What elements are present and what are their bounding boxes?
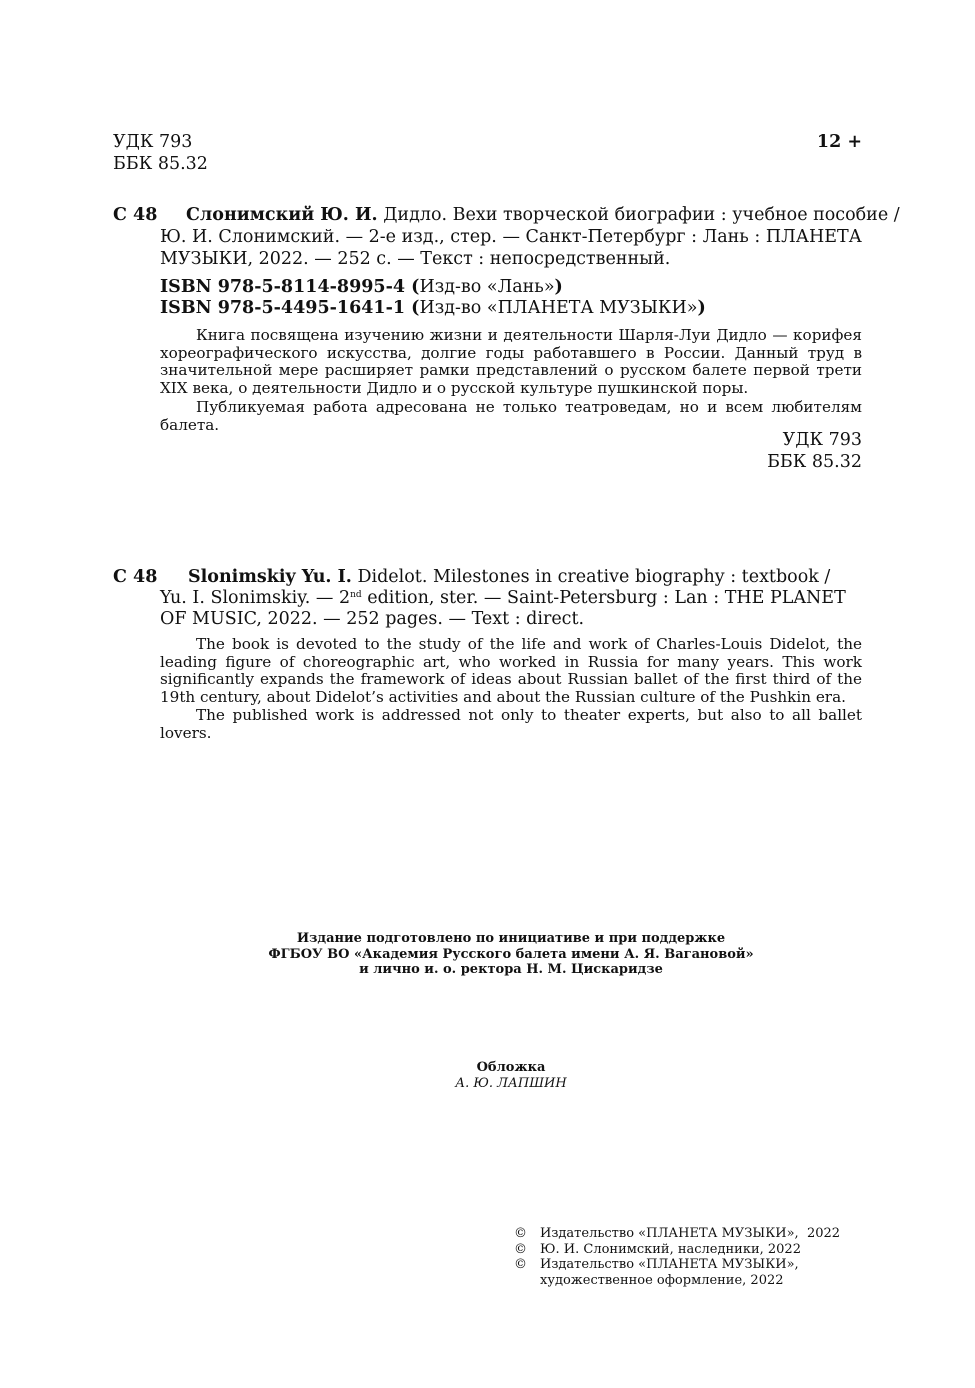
en-abstract-1: The book is devoted to the study of the life and work of Charles-Louis Didelot, the leading figure of choreographic art, who worked in Russia for many years. This work significantly expands the framework of ideas about Russian ballet of the first third of the 19th century, about Didelot’s activities and about the Russian culture of the Pushkin era. bbox=[160, 635, 862, 706]
ru-udk: УДК 793 bbox=[782, 430, 862, 450]
en-record-line2 bbox=[160, 587, 862, 609]
en-record-title: Didelot. Milestones in creative biography : textbook / bbox=[351, 567, 831, 587]
ru-isbn-2-publisher: Изд-во «ПЛАНЕТА МУЗЫКИ» bbox=[419, 298, 698, 318]
ru-isbn-1-number: ISBN 978-5-8114-8995-4 ( bbox=[160, 277, 420, 297]
copyright-line bbox=[514, 1226, 864, 1242]
header-bbk: ББК 85.32 bbox=[113, 154, 208, 174]
support-line-3: и лично и. о. ректора Н. М. Цискаридзе bbox=[359, 962, 663, 977]
en-record-author: Slonimskiy Yu. I. bbox=[188, 567, 352, 587]
ru-isbn-1 bbox=[160, 276, 563, 298]
en-record-edition-sup: nd bbox=[350, 590, 362, 600]
copyright-mark: © bbox=[514, 1241, 527, 1257]
copyright-line bbox=[514, 1242, 864, 1258]
en-record-line3: OF MUSIC, 2022. — 252 pages. — Text : direct. bbox=[160, 609, 585, 629]
ru-record-title: Дидло. Вехи творческой биографии : учебное пособие / bbox=[377, 205, 900, 225]
ru-record-code: С 48 bbox=[113, 205, 158, 225]
en-abstract-2: The published work is addressed not only to theater experts, but also to all ballet lovers. bbox=[160, 706, 862, 742]
copyright-block bbox=[514, 1226, 864, 1288]
ru-abstract-1: Книга посвящена изучению жизни и деятельности Шарля-Луи Дидло — корифея хореографического искусства, долгие годы работавшего в России. Данный труд в значительной мере расширяет рамки представлений о русском балете первой трети XIX века, о деятельности Дидло и о русской культуре пушкинской поры. bbox=[160, 326, 862, 397]
ru-abstract-2: Публикуемая работа адресована не только театроведам, но и всем любителям балета. bbox=[160, 398, 862, 434]
ru-record-line1 bbox=[186, 204, 900, 226]
ru-isbn-1-publisher: Изд-во «Лань» bbox=[419, 277, 555, 297]
en-record-line2-a: Yu. I. Slonimskiy. — 2 bbox=[160, 588, 351, 608]
copyright-text: Издательство «ПЛАНЕТА МУЗЫКИ», художественное оформление, 2022 bbox=[540, 1257, 799, 1288]
ru-isbn-1-close: ) bbox=[554, 277, 563, 297]
copyright-mark: © bbox=[514, 1226, 527, 1241]
copyright-text: Издательство «ПЛАНЕТА МУЗЫКИ», 2022 bbox=[540, 1226, 841, 1241]
support-line-1: Издание подготовлено по инициативе и при поддержке bbox=[296, 931, 726, 946]
support-note bbox=[0, 931, 975, 978]
copyright-mark: © bbox=[514, 1257, 527, 1272]
ru-record-line3: МУЗЫКИ, 2022. — 252 с. — Текст : непосредственный. bbox=[160, 249, 671, 269]
en-record-code: С 48 bbox=[113, 567, 158, 587]
ru-record-author: Слонимский Ю. И. bbox=[186, 205, 378, 225]
ru-isbn-2-number: ISBN 978-5-4495-1641-1 ( bbox=[160, 298, 420, 318]
ru-isbn-2 bbox=[160, 297, 706, 319]
cover-credit bbox=[0, 1060, 975, 1091]
cover-artist: А. Ю. ЛАПШИН bbox=[455, 1075, 567, 1091]
ru-record-line2: Ю. И. Слонимский. — 2-е изд., стер. — Санкт-Петербург : Лань : ПЛАНЕТА bbox=[160, 227, 862, 247]
en-record-line1 bbox=[188, 566, 862, 588]
ru-isbn-2-close: ) bbox=[697, 298, 706, 318]
copyright-line bbox=[514, 1257, 864, 1288]
header-udk: УДК 793 bbox=[113, 132, 193, 152]
cover-label: Обложка bbox=[476, 1060, 546, 1075]
copyright-text: Ю. И. Слонимский, наследники, 2022 bbox=[540, 1241, 801, 1257]
en-record-line2-b: edition, ster. — Saint-Petersburg : Lan : THE PLANET bbox=[361, 588, 846, 608]
age-rating: 12 + bbox=[816, 132, 862, 152]
ru-bbk: ББК 85.32 bbox=[767, 452, 862, 472]
support-line-2: ФГБОУ ВО «Академия Русского балета имени А. Я. Вагановой» bbox=[268, 946, 754, 962]
